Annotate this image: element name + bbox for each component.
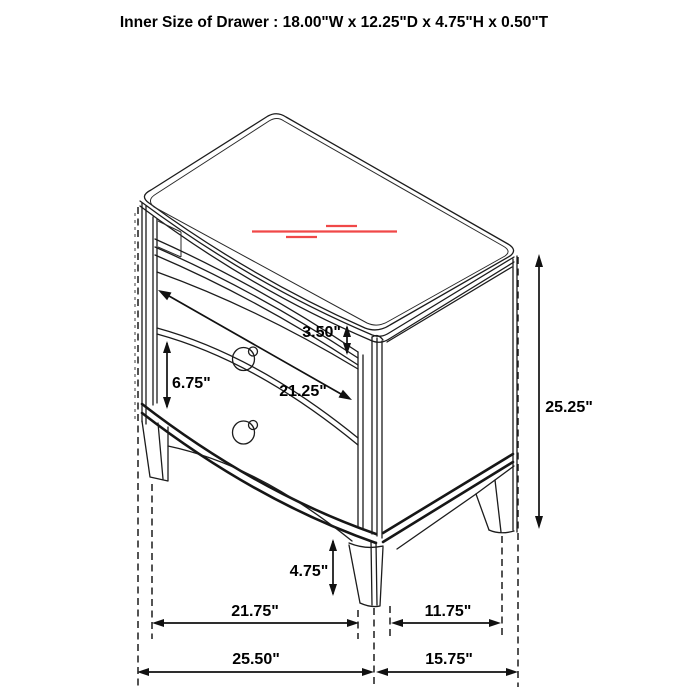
dim-label-overall-depth: 15.75" bbox=[425, 651, 473, 668]
bottom-drawer-knob-stem bbox=[249, 421, 258, 430]
dim-side-depth-legs bbox=[391, 603, 501, 627]
dim-label-overall-height: 25.25" bbox=[545, 399, 593, 416]
dim-label-leg-height: 4.75" bbox=[289, 563, 329, 580]
dim-label-side-depth-legs: 11.75" bbox=[424, 603, 472, 620]
dim-overall-height bbox=[535, 254, 593, 529]
dim-overall-depth bbox=[376, 651, 518, 676]
front-apron-line bbox=[168, 446, 352, 541]
diagram-title: Inner Size of Drawer : 18.00"W x 12.25"D x 4.75"H x 0.50"T bbox=[119, 14, 549, 31]
bottom-drawer-knob bbox=[233, 421, 255, 444]
dim-overall-width bbox=[137, 651, 374, 676]
back-right-leg bbox=[476, 466, 514, 533]
base-rail bbox=[142, 404, 513, 549]
dim-leg-height bbox=[290, 539, 337, 596]
red-scribble-marks bbox=[252, 226, 397, 237]
dim-label-shelf-opening-height: 3.50" bbox=[302, 324, 341, 341]
dim-label-lower-drawer-height: 6.75" bbox=[172, 375, 211, 392]
dim-label-front-width-legs: 21.75" bbox=[231, 603, 279, 620]
top-drawer-knob-stem bbox=[249, 347, 258, 356]
front-right-leg bbox=[349, 541, 383, 607]
furniture-drawing bbox=[135, 114, 517, 607]
dim-lower-drawer-height bbox=[163, 341, 211, 409]
drawer-knobs bbox=[233, 347, 258, 444]
dim-front-width-legs bbox=[152, 603, 359, 627]
dimension-callouts bbox=[137, 254, 593, 676]
dim-label-drawer-front-width: 21.25" bbox=[279, 383, 327, 400]
top-surface bbox=[140, 114, 514, 343]
dim-label-overall-width: 25.50" bbox=[232, 651, 280, 668]
side-apron-line bbox=[397, 494, 476, 549]
top-drawer-knob bbox=[233, 348, 255, 371]
shelf-interior-lines bbox=[158, 221, 181, 257]
